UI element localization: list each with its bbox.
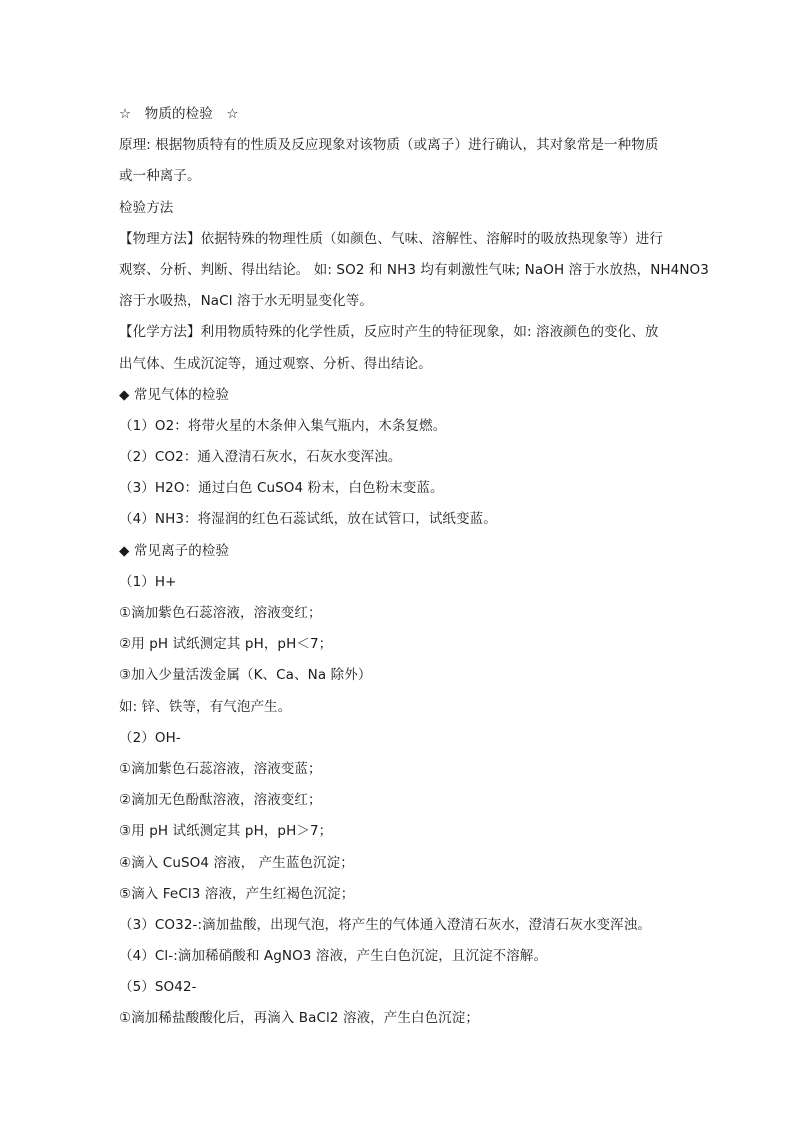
principle-line-2: 或一种离子。 xyxy=(119,168,201,185)
section-title: ☆ 物质的检验 ☆ xyxy=(119,106,239,122)
ion-oh-item-4: ④滴入 CuSO4 溶液， 产生蓝色沉淀； xyxy=(119,854,354,871)
ion-oh-item-1: ①滴加紫色石蕊溶液，溶液变蓝； xyxy=(119,760,322,777)
ion-h-item-2: ②用 pH 试纸测定其 pH，pH＜7； xyxy=(119,636,333,653)
gas-test-h2o: （3）H2O：通过白色 CuSO4 粉末，白色粉末变蓝。 xyxy=(119,480,444,497)
ion-oh-item-3: ③用 pH 试纸测定其 pH，pH＞7； xyxy=(119,823,333,840)
physical-method-line-3: 溶于水吸热，NaCl 溶于水无明显变化等。 xyxy=(119,293,373,310)
ion-cl-test: （4）Cl-:滴加稀硝酸和 AgNO3 溶液，产生白色沉淀，且沉淀不溶解。 xyxy=(119,948,548,965)
ion-test-heading: ◆ 常见离子的检验 xyxy=(119,542,230,559)
ion-h-item-1: ①滴加紫色石蕊溶液，溶液变红； xyxy=(119,605,322,621)
methods-heading: 检验方法 xyxy=(119,199,174,216)
chemical-method-line-2: 出气体、生成沉淀等，通过观察、分析、得出结论。 xyxy=(119,355,432,372)
ion-h-example: 如: 锌、铁等，有气泡产生。 xyxy=(119,698,292,715)
document-body xyxy=(119,99,709,1035)
principle-line-1: 原理: 根据物质特有的性质及反应现象对该物质（或离子）进行确认，其对象常是一种物质 xyxy=(119,137,659,154)
ion-h-heading: （1）H+ xyxy=(119,573,177,590)
ion-oh-item-2: ②滴加无色酚酞溶液，溶液变红； xyxy=(119,792,322,809)
ion-oh-heading: （2）OH- xyxy=(119,729,181,746)
ion-co3-test: （3）CO32-:滴加盐酸，出现气泡，将产生的气体通入澄清石灰水，澄清石灰水变浑浊。 xyxy=(119,916,651,933)
gas-test-co2: （2）CO2：通入澄清石灰水，石灰水变浑浊。 xyxy=(119,449,402,466)
physical-method-line-2: 观察、分析、判断、得出结论。 如: SO2 和 NH3 均有刺激性气味; NaOH 溶于水放热，NH4NO3 xyxy=(119,261,709,278)
physical-method-line-1: 【物理方法】依据特殊的物理性质（如颜色、气味、溶解性、溶解时的吸放热现象等）进行 xyxy=(119,230,663,247)
ion-oh-item-5: ⑤滴入 FeCl3 溶液，产生红褐色沉淀； xyxy=(119,885,355,902)
ion-so4-heading: （5）SO42- xyxy=(119,979,197,996)
gas-test-nh3: （4）NH3：将湿润的红色石蕊试纸，放在试管口，试纸变蓝。 xyxy=(119,511,497,528)
ion-h-item-3: ③加入少量活泼金属（K、Ca、Na 除外） xyxy=(119,667,372,684)
ion-so4-item-1: ①滴加稀盐酸酸化后，再滴入 BaCl2 溶液，产生白色沉淀； xyxy=(119,1010,479,1027)
chemical-method-line-1: 【化学方法】利用物质特殊的化学性质，反应时产生的特征现象，如: 溶液颜色的变化、放 xyxy=(119,324,659,341)
gas-test-o2: （1）O2：将带火星的木条伸入集气瓶内，木条复燃。 xyxy=(119,417,447,434)
gas-test-heading: ◆ 常见气体的检验 xyxy=(119,386,230,403)
